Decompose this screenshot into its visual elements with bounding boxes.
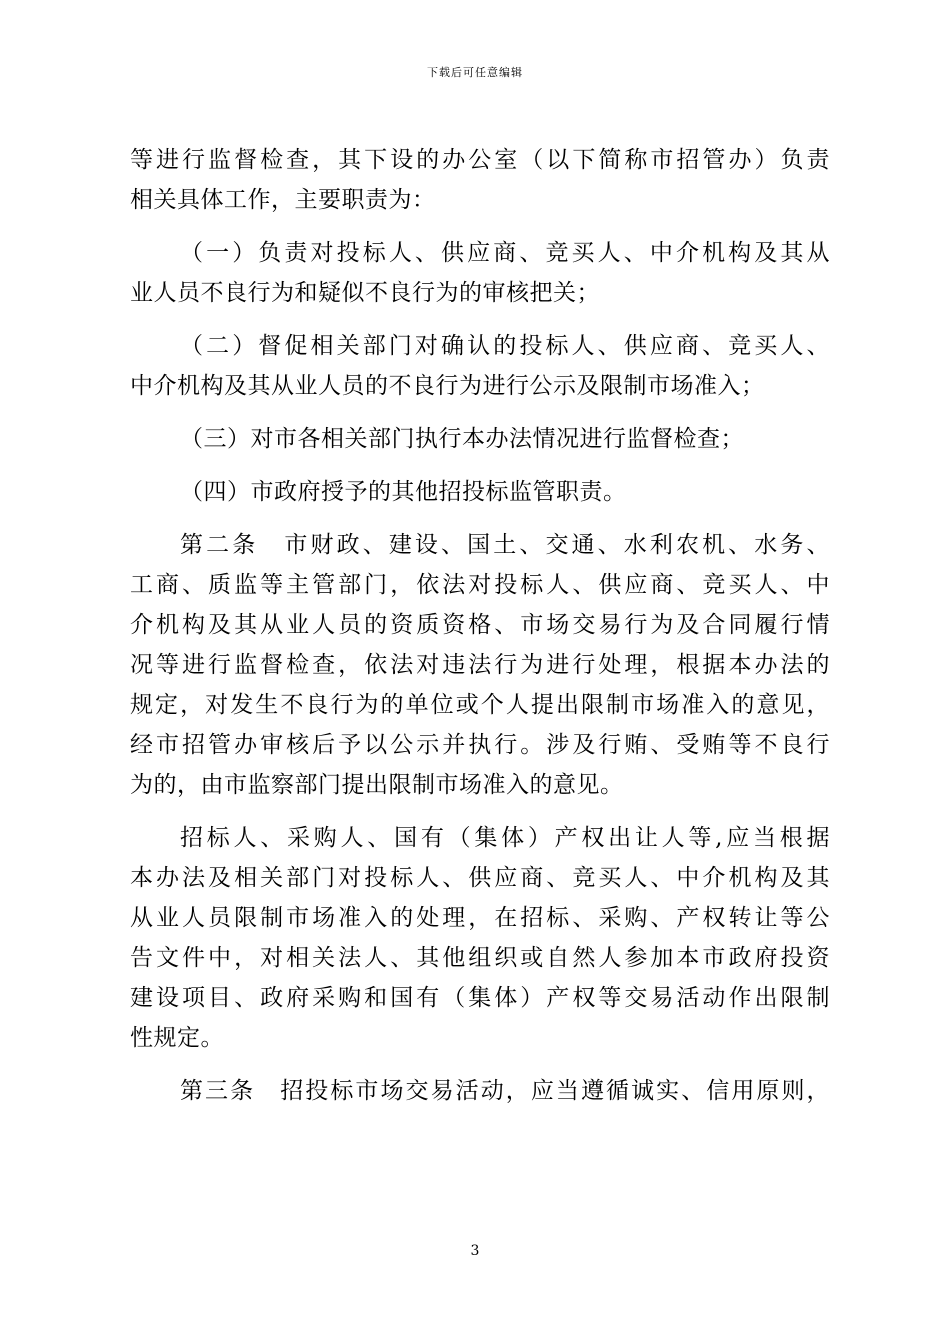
text-line: 从业人员限制市场准入的处理，在招标、采购、产权转让等公 bbox=[130, 905, 830, 931]
text-line: 工商、质监等主管部门，依法对投标人、供应商、竞买人、中 bbox=[130, 572, 830, 598]
document-body bbox=[130, 140, 830, 1111]
page-number: 3 bbox=[470, 1243, 480, 1259]
paragraph bbox=[130, 1071, 830, 1111]
text-line: （一）负责对投标人、供应商、竞买人、中介机构及其从 bbox=[180, 240, 830, 266]
text-line: 为的，由市监察部门提出限制市场准入的意见。 bbox=[130, 772, 624, 798]
text-line: 告文件中，对相关法人、其他组织或自然人参加本市政府投资 bbox=[130, 945, 830, 971]
text-line: 况等进行监督检查，依法对违法行为进行处理，根据本办法的 bbox=[130, 652, 830, 678]
text-line: 业人员不良行为和疑似不良行为的审核把关； bbox=[130, 280, 600, 306]
paragraph bbox=[130, 525, 830, 805]
text-line: 介机构及其从业人员的资质资格、市场交易行为及合同履行情 bbox=[130, 612, 830, 638]
paragraph bbox=[130, 140, 830, 220]
text-line: 第三条 招投标市场交易活动，应当遵循诚实、信用原则， bbox=[180, 1078, 830, 1104]
text-line: 性规定。 bbox=[130, 1025, 224, 1051]
text-line: 中介机构及其从业人员的不良行为进行公示及限制市场准入； bbox=[130, 373, 765, 399]
text-line: （三）对市各相关部门执行本办法情况进行监督检查； bbox=[180, 426, 744, 452]
paragraph bbox=[130, 419, 830, 459]
paragraph bbox=[130, 472, 830, 512]
text-line: 相关具体工作，主要职责为： bbox=[130, 187, 436, 213]
text-line: （二）督促相关部门对确认的投标人、供应商、竞买人、 bbox=[180, 333, 830, 359]
text-line: 招标人、采购人、国有（集体）产权出让人等,应当根据 bbox=[180, 825, 830, 851]
text-line: 等进行监督检查，其下设的办公室（以下简称市招管办）负责 bbox=[130, 147, 830, 173]
text-line: 经市招管办审核后予以公示并执行。涉及行贿、受贿等不良行 bbox=[130, 732, 830, 758]
paragraph bbox=[130, 326, 830, 406]
paragraph bbox=[130, 233, 830, 313]
text-line: 本办法及相关部门对投标人、供应商、竞买人、中介机构及其 bbox=[130, 865, 830, 891]
text-line: （四）市政府授予的其他招投标监管职责。 bbox=[180, 479, 627, 505]
page-header: 下载后可任意编辑 bbox=[427, 66, 523, 79]
text-line: 建设项目、政府采购和国有（集体）产权等交易活动作出限制 bbox=[130, 985, 830, 1011]
paragraph bbox=[130, 818, 830, 1058]
text-line: 规定，对发生不良行为的单位或个人提出限制市场准入的意见， bbox=[130, 692, 830, 718]
text-line: 第二条 市财政、建设、国土、交通、水利农机、水务、 bbox=[180, 532, 830, 558]
